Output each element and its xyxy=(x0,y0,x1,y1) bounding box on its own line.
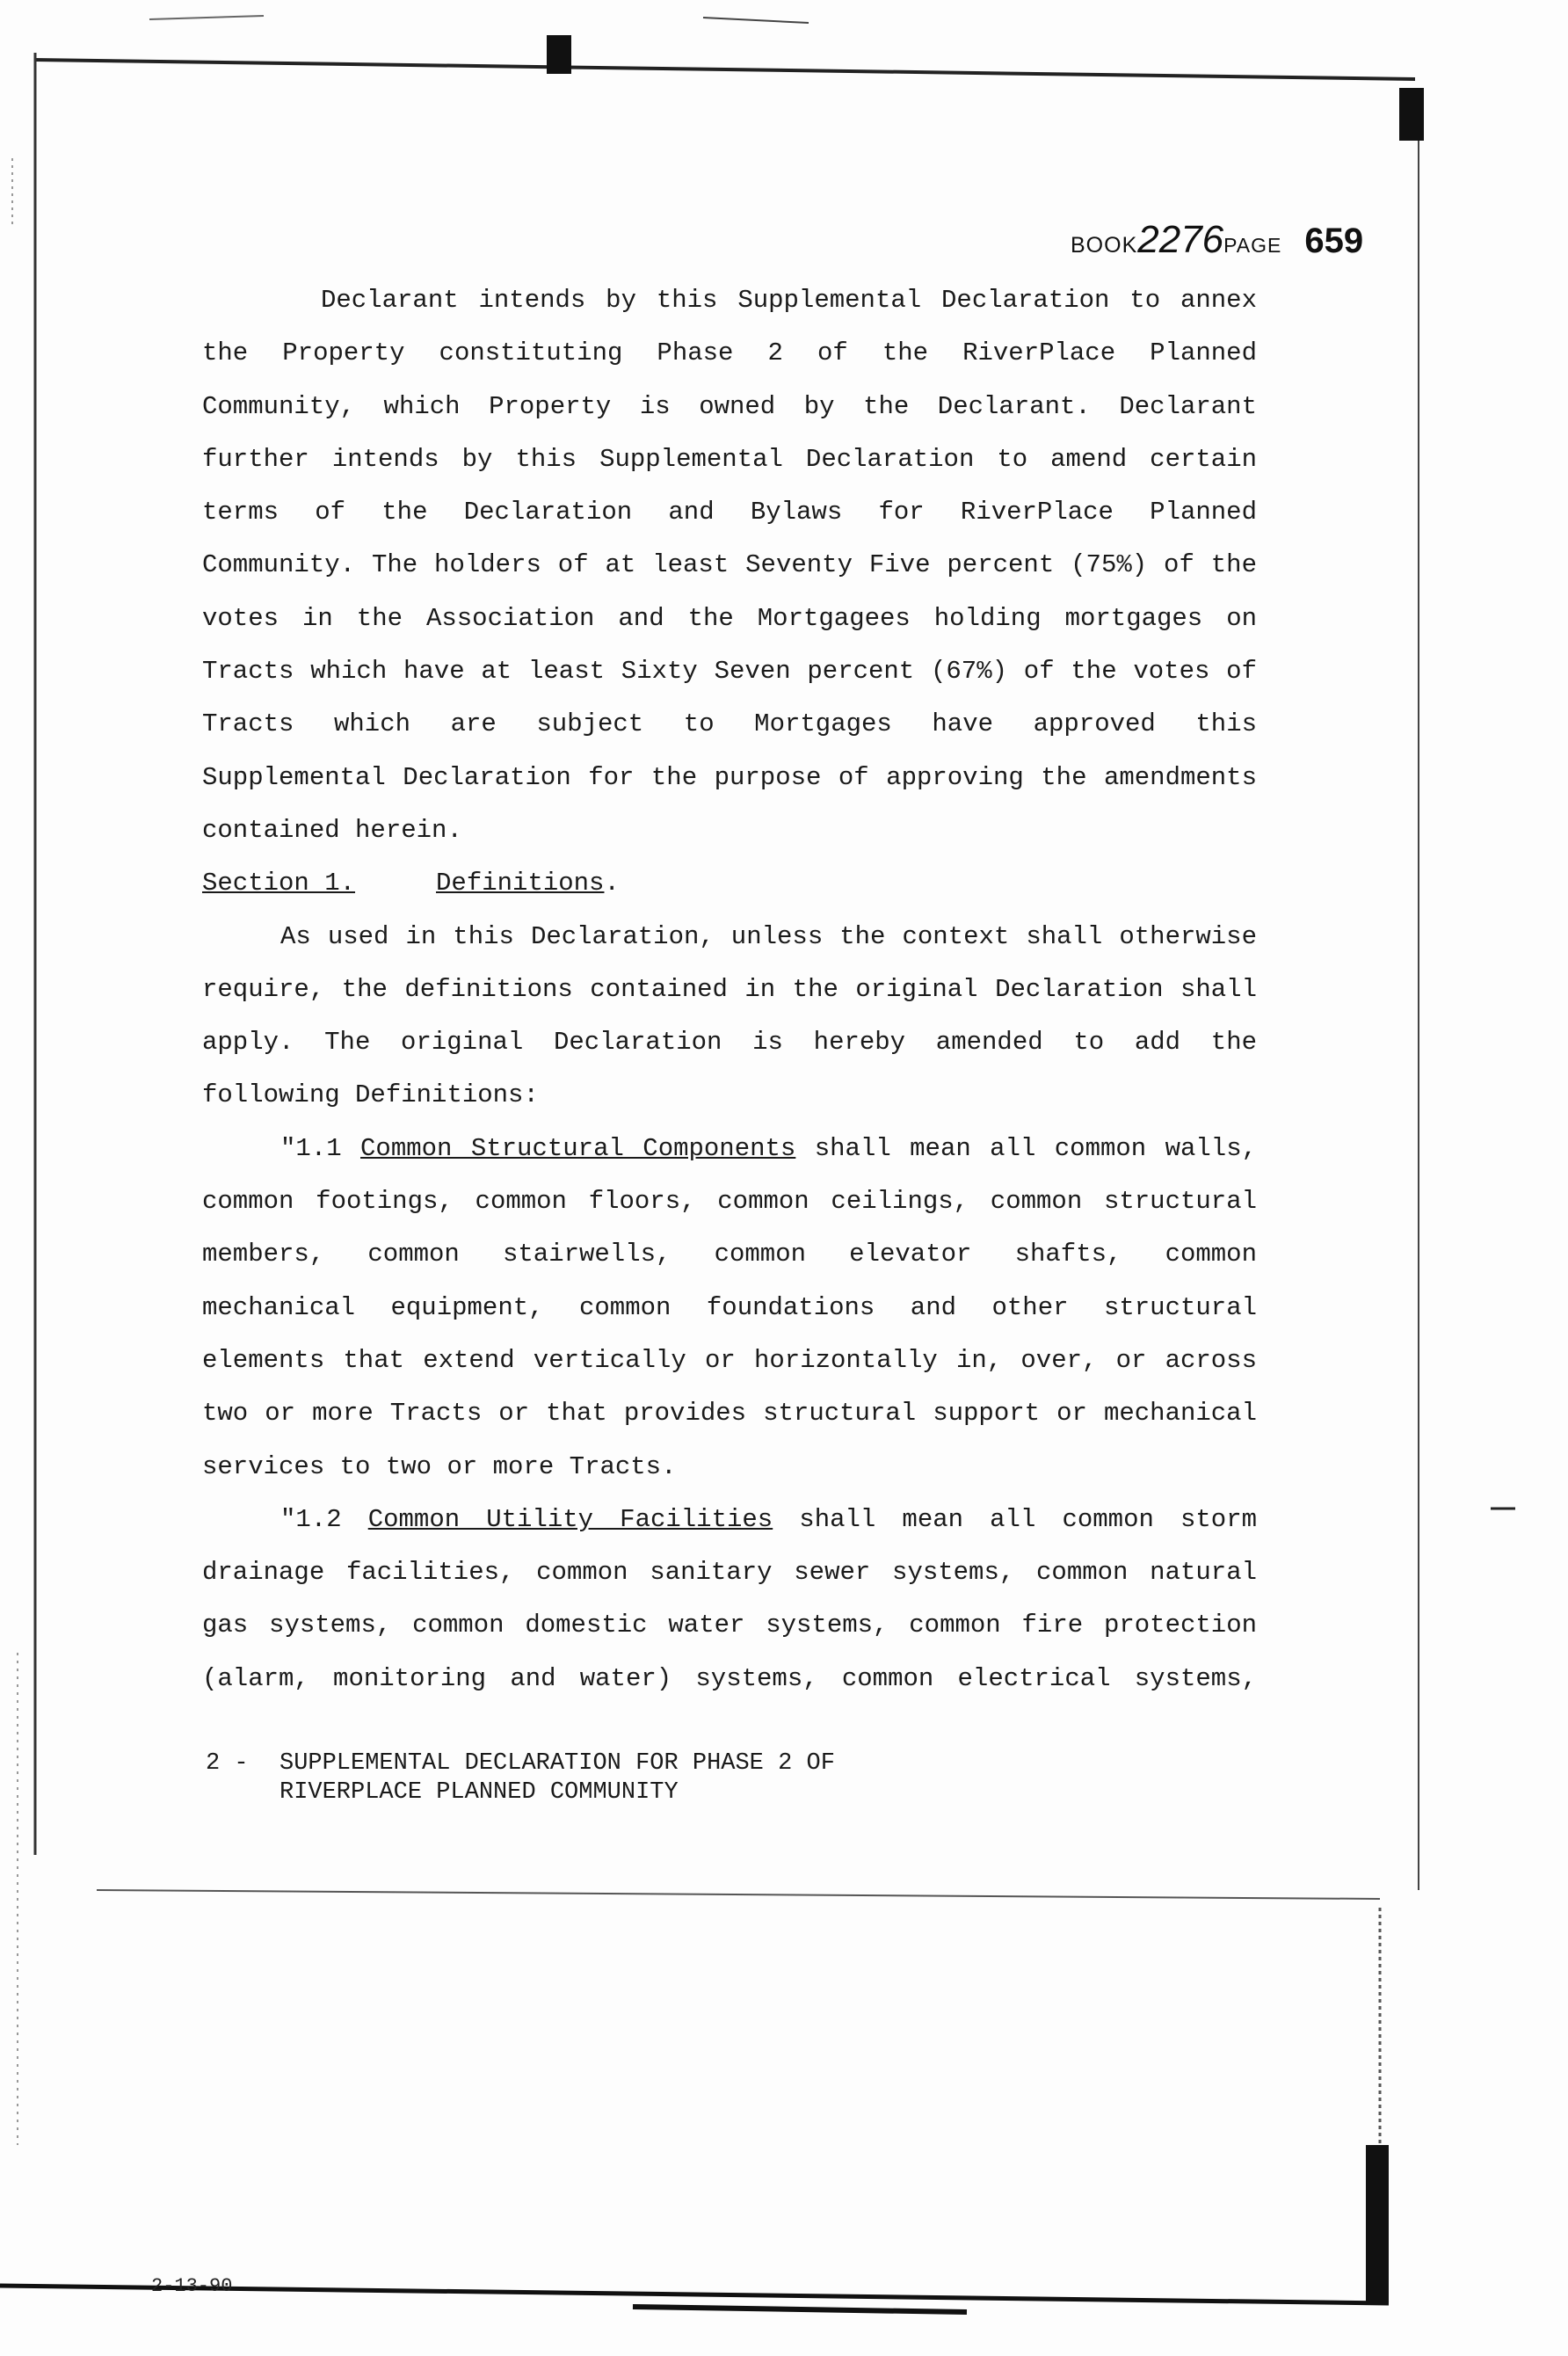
right-bottom-smudge xyxy=(1366,2145,1389,2303)
section-heading xyxy=(202,857,1257,910)
top-speck-line xyxy=(149,16,264,19)
section-title-period: . xyxy=(604,869,620,898)
top-smudge xyxy=(547,35,571,74)
definition-1-2 xyxy=(202,1494,1257,1705)
definition-1-2-number: "1.2 xyxy=(280,1504,368,1534)
definition-1-1-term: Common Structural Components xyxy=(360,1133,796,1163)
bottom-bar xyxy=(633,2307,967,2312)
section-number: Section 1. xyxy=(202,869,356,898)
paragraph-intro: Declarant intends by this Supplemental Declaration to annex the Property constituting Phase 2 of the RiverPlace Planned Community, which Property is owned by the Declarant. Declarant further intends by this Supplemental Declaration to amend certain terms of the Declaration and Bylaws for RiverPlace Planned Community. The holders of at least Seventy Five percent (75%) of the votes in the Association and the Mortgagees holding mortgages on Tracts which have at least Sixty Seven percent (67%) of the votes of Tracts which are subject to Mortgages have approved this Supplemental Declaration for the purpose of approving the amendments contained herein. xyxy=(202,286,1257,845)
footer-date: 2-13-90 xyxy=(151,2275,233,2297)
paragraph-definitions-intro: As used in this Declaration, unless the context shall otherwise require, the definitions contained in the original Declaration shall apply. The original Declaration is hereby amended to add the following Definitions: xyxy=(202,921,1257,1110)
footer-title-line2: RIVERPLACE PLANNED COMMUNITY xyxy=(279,1779,679,1806)
right-corner-smudge xyxy=(1399,88,1424,141)
definition-1-1 xyxy=(202,1123,1257,1494)
top-scan-rule xyxy=(35,60,1415,79)
page-number: 659 xyxy=(1304,222,1364,260)
book-number: 2276 xyxy=(1137,218,1224,261)
document-body xyxy=(202,274,1257,1705)
book-page-stamp xyxy=(1071,218,1363,262)
top-speck-line xyxy=(703,18,809,23)
definition-1-2-term: Common Utility Facilities xyxy=(367,1504,773,1534)
lower-scan-rule xyxy=(97,1890,1380,1899)
page-label: PAGE xyxy=(1223,234,1282,257)
footer-title-line1: SUPPLEMENTAL DECLARATION FOR PHASE 2 OF xyxy=(279,1750,835,1777)
section-title: Definitions xyxy=(436,869,605,898)
footer-page-number: 2 - xyxy=(206,1750,249,1777)
definition-1-1-text: shall mean all common walls, common footings, common floors, common ceilings, common structural members, common stairwells, common elevator shafts, common mechanical equipment, common foundations and other structural elements that extend vertically or horizontally in, over, or across two or more Tracts or that provides structural support or mechanical services to two or more Tracts. xyxy=(202,1133,1258,1481)
definition-1-1-number: "1.1 xyxy=(280,1133,361,1163)
definition-1-2-text: shall mean all common storm drainage facilities, common sanitary sewer systems, common natural gas systems, common domestic water systems, common fire protection (alarm, monitoring and water) systems, common electrical systems, xyxy=(202,1504,1257,1693)
page-footer xyxy=(206,1749,835,1807)
book-label: BOOK xyxy=(1071,233,1138,258)
